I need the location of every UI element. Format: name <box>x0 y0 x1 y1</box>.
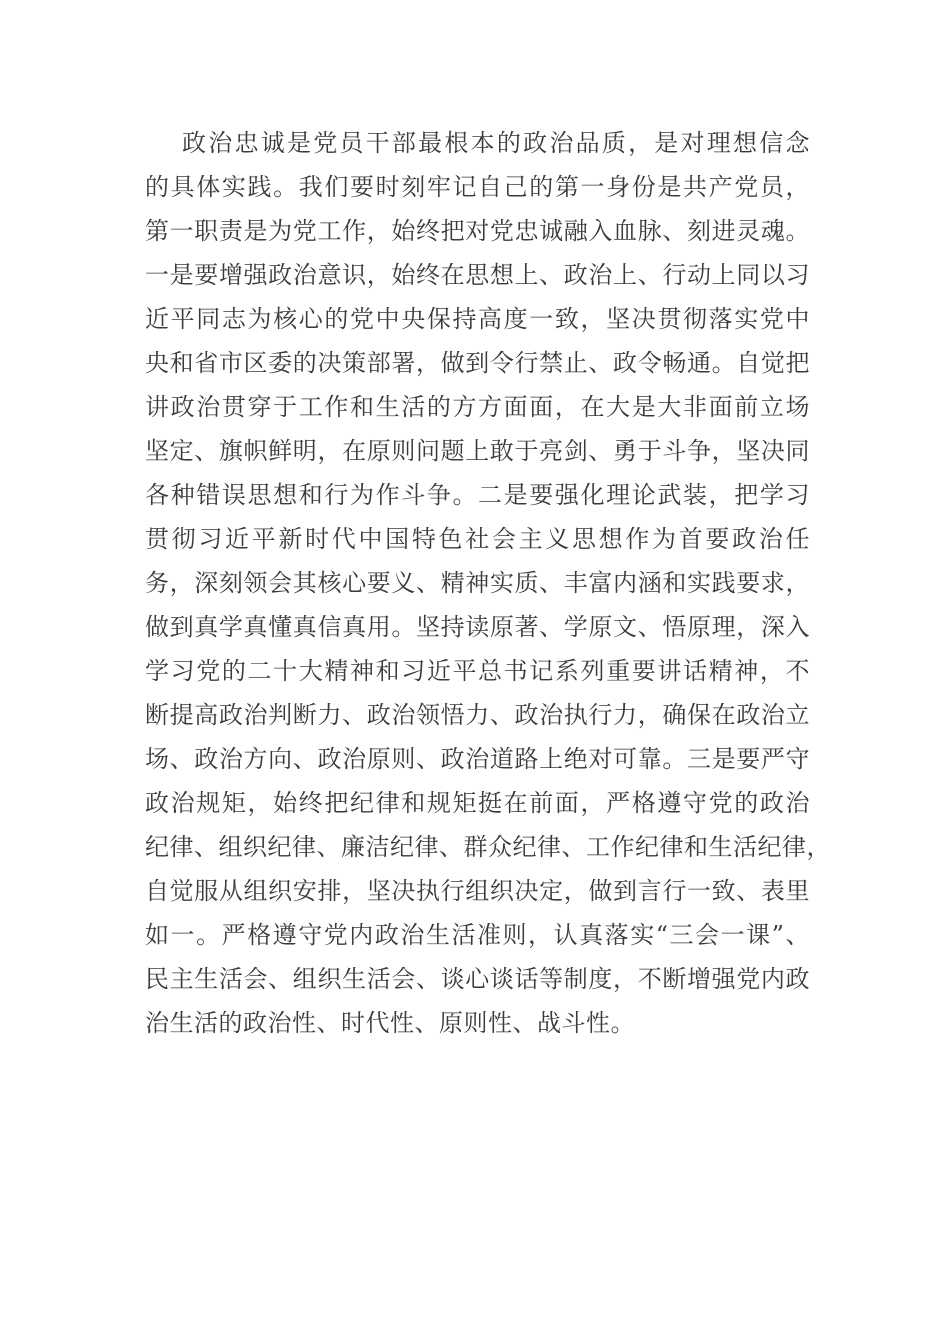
paragraph-line: 第一职责是为党工作，始终把对党忠诚融入血脉、刻进灵魂。 <box>145 217 810 245</box>
paragraph-line: 治生活的政治性、时代性、原则性、战斗性。 <box>145 1009 635 1037</box>
paragraph-line: 一是要增强政治意识，始终在思想上、政治上、行动上同以习 <box>145 261 810 289</box>
paragraph-line: 纪律、组织纪律、廉洁纪律、群众纪律、工作纪律和生活纪律， <box>145 833 831 861</box>
paragraph-line: 贯彻习近平新时代中国特色社会主义思想作为首要政治任 <box>145 525 810 553</box>
paragraph-line: 断提高政治判断力、政治领悟力、政治执行力，确保在政治立 <box>145 701 810 729</box>
paragraph-line: 自觉服从组织安排，坚决执行组织决定，做到言行一致、表里 <box>145 877 810 905</box>
paragraph-line: 民主生活会、组织生活会、谈心谈话等制度，不断增强党内政 <box>145 965 810 993</box>
paragraph-line: 央和省市区委的决策部署，做到令行禁止、政令畅通。自觉把 <box>145 349 810 377</box>
paragraph-line: 近平同志为核心的党中央保持高度一致，坚决贯彻落实党中 <box>145 305 810 333</box>
paragraph-line: 如一。严格遵守党内政治生活准则，认真落实“三会一课”、 <box>145 921 810 949</box>
paragraph-line: 学习党的二十大精神和习近平总书记系列重要讲话精神，不 <box>145 657 810 685</box>
paragraph-line: 场、政治方向、政治原则、政治道路上绝对可靠。三是要严守 <box>145 745 810 773</box>
paragraph-line: 的具体实践。我们要时刻牢记自己的第一身份是共产党员， <box>145 173 810 201</box>
paragraph-line: 做到真学真懂真信真用。坚持读原著、学原文、悟原理，深入 <box>145 613 810 641</box>
paragraph-line: 坚定、旗帜鲜明，在原则问题上敢于亮剑、勇于斗争，坚决同 <box>145 437 810 465</box>
paragraph-line: 讲政治贯穿于工作和生活的方方面面，在大是大非面前立场 <box>145 393 810 421</box>
paragraph-line: 各种错误思想和行为作斗争。二是要强化理论武装，把学习 <box>145 481 810 509</box>
paragraph-line: 务，深刻领会其核心要义、精神实质、丰富内涵和实践要求， <box>145 569 810 597</box>
paragraph-line: 政治忠诚是党员干部最根本的政治品质，是对理想信念 <box>182 129 810 157</box>
body-paragraph <box>145 121 831 1045</box>
paragraph-line: 政治规矩，始终把纪律和规矩挺在前面，严格遵守党的政治 <box>145 789 810 817</box>
